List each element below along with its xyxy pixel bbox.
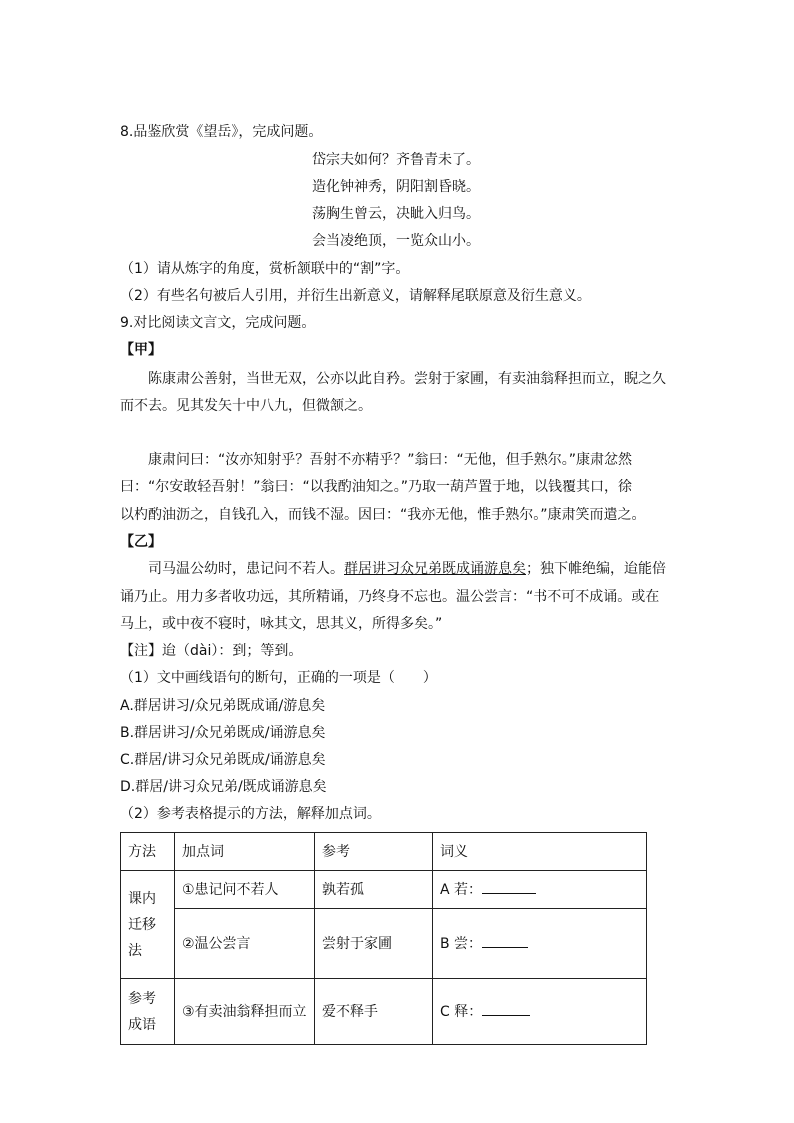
q8-sub-question-2: （2）有些名句被后人引用，并衍生出新意义，请解释尾联原意及衍生意义。 bbox=[120, 288, 591, 304]
passage-jia-line: 以杓酌油沥之，自钱孔入，而钱不湿。因曰：“我亦无他，惟手熟尔。”康肃笑而遣之。 bbox=[120, 507, 646, 523]
passage-yi-text: 司马温公幼时，患记问不若人。 bbox=[148, 561, 344, 577]
vocabulary-table bbox=[120, 832, 647, 1045]
poem-line-4: 会当凌绝顶，一览众山小。 bbox=[312, 233, 480, 249]
passage-jia-line: 而不去。见其发矢十中八九，但微颔之。 bbox=[120, 398, 372, 414]
meaning-label: B 尝： bbox=[440, 935, 483, 952]
header-method: 方法 bbox=[121, 833, 175, 871]
meaning-label: C 释： bbox=[440, 1003, 483, 1020]
option-c: C.群居/讲习众兄弟既成/诵游息矣 bbox=[120, 752, 326, 768]
method-group-1: 课内迁移法 bbox=[121, 871, 175, 979]
passage-yi-text: ；独下帷绝编，迨能倍 bbox=[526, 561, 666, 577]
passage-yi-label: 【乙】 bbox=[120, 534, 162, 550]
dotted-word: ②温公尝言 bbox=[175, 909, 315, 979]
answer-blank[interactable] bbox=[482, 933, 528, 948]
table-row bbox=[121, 979, 647, 1045]
passage-yi-line bbox=[148, 559, 666, 579]
table-row bbox=[121, 871, 647, 909]
q9-sub-question-1: （1）文中画线语句的断句，正确的一项是（ ） bbox=[120, 670, 437, 686]
passage-jia-line: 康肃问曰：“汝亦知射乎？吾射不亦精乎？”翁曰：“无他，但手熟尔。”康肃忿然 bbox=[148, 452, 633, 468]
answer-blank[interactable] bbox=[482, 1001, 530, 1016]
answer-blank[interactable] bbox=[482, 879, 536, 894]
option-d: D.群居/讲习众兄弟/既成诵游息矣 bbox=[120, 779, 327, 795]
meaning-cell bbox=[433, 979, 647, 1045]
meaning-label: A 若： bbox=[440, 881, 483, 898]
dotted-word: ①患记问不若人 bbox=[175, 871, 315, 909]
passage-jia-line: 曰：“尔安敢轻吾射！”翁曰：“以我酌油知之。”乃取一葫芦置于地，以钱覆其口，徐 bbox=[120, 479, 633, 495]
reference-cell: 爱不释手 bbox=[315, 979, 433, 1045]
passage-jia-label: 【甲】 bbox=[120, 342, 162, 358]
option-a: A.群居讲习/众兄弟既成诵/游息矣 bbox=[120, 698, 326, 714]
reference-cell: 孰若孤 bbox=[315, 871, 433, 909]
passage-yi-line: 诵乃止。用力多者收功远，其所精诵，乃终身不忘也。温公尝言：“书不可不成诵。或在 bbox=[120, 589, 660, 605]
annotation-note: 【注】迨（dài）：到；等到。 bbox=[120, 643, 303, 659]
underlined-sentence: 群居讲习众兄弟既成诵游息矣 bbox=[344, 561, 526, 577]
q8-sub-question-1: （1）请从炼字的角度，赏析颔联中的“割”字。 bbox=[120, 261, 410, 277]
table-header-row bbox=[121, 833, 647, 871]
header-meaning: 词义 bbox=[433, 833, 647, 871]
q9-sub-question-2: （2）参考表格提示的方法，解释加点词。 bbox=[120, 806, 381, 822]
meaning-cell bbox=[433, 909, 647, 979]
question-9-title: 9.对比阅读文言文，完成问题。 bbox=[120, 315, 316, 331]
passage-yi-line: 马上，或中夜不寝时，咏其文，思其义，所得多矣。” bbox=[120, 616, 443, 632]
header-reference: 参考 bbox=[315, 833, 433, 871]
reference-cell: 尝射于家圃 bbox=[315, 909, 433, 979]
poem-line-1: 岱宗夫如何？齐鲁青未了。 bbox=[312, 152, 480, 168]
option-b: B.群居讲习/众兄弟既成/诵游息矣 bbox=[120, 725, 326, 741]
header-word: 加点词 bbox=[175, 833, 315, 871]
table-row bbox=[121, 909, 647, 979]
poem-line-3: 荡胸生曾云，决眦入归鸟。 bbox=[312, 206, 480, 222]
meaning-cell bbox=[433, 871, 647, 909]
passage-jia-line: 陈康肃公善射，当世无双，公亦以此自矜。尝射于家圃，有卖油翁释担而立，睨之久 bbox=[148, 371, 666, 387]
question-8-title: 8.品鉴欣赏《望岳》，完成问题。 bbox=[120, 124, 323, 140]
poem-line-2: 造化钟神秀，阴阳割昏晓。 bbox=[312, 179, 480, 195]
method-group-2: 参考成语 bbox=[121, 979, 175, 1045]
dotted-word: ③有卖油翁释担而立 bbox=[175, 979, 315, 1045]
